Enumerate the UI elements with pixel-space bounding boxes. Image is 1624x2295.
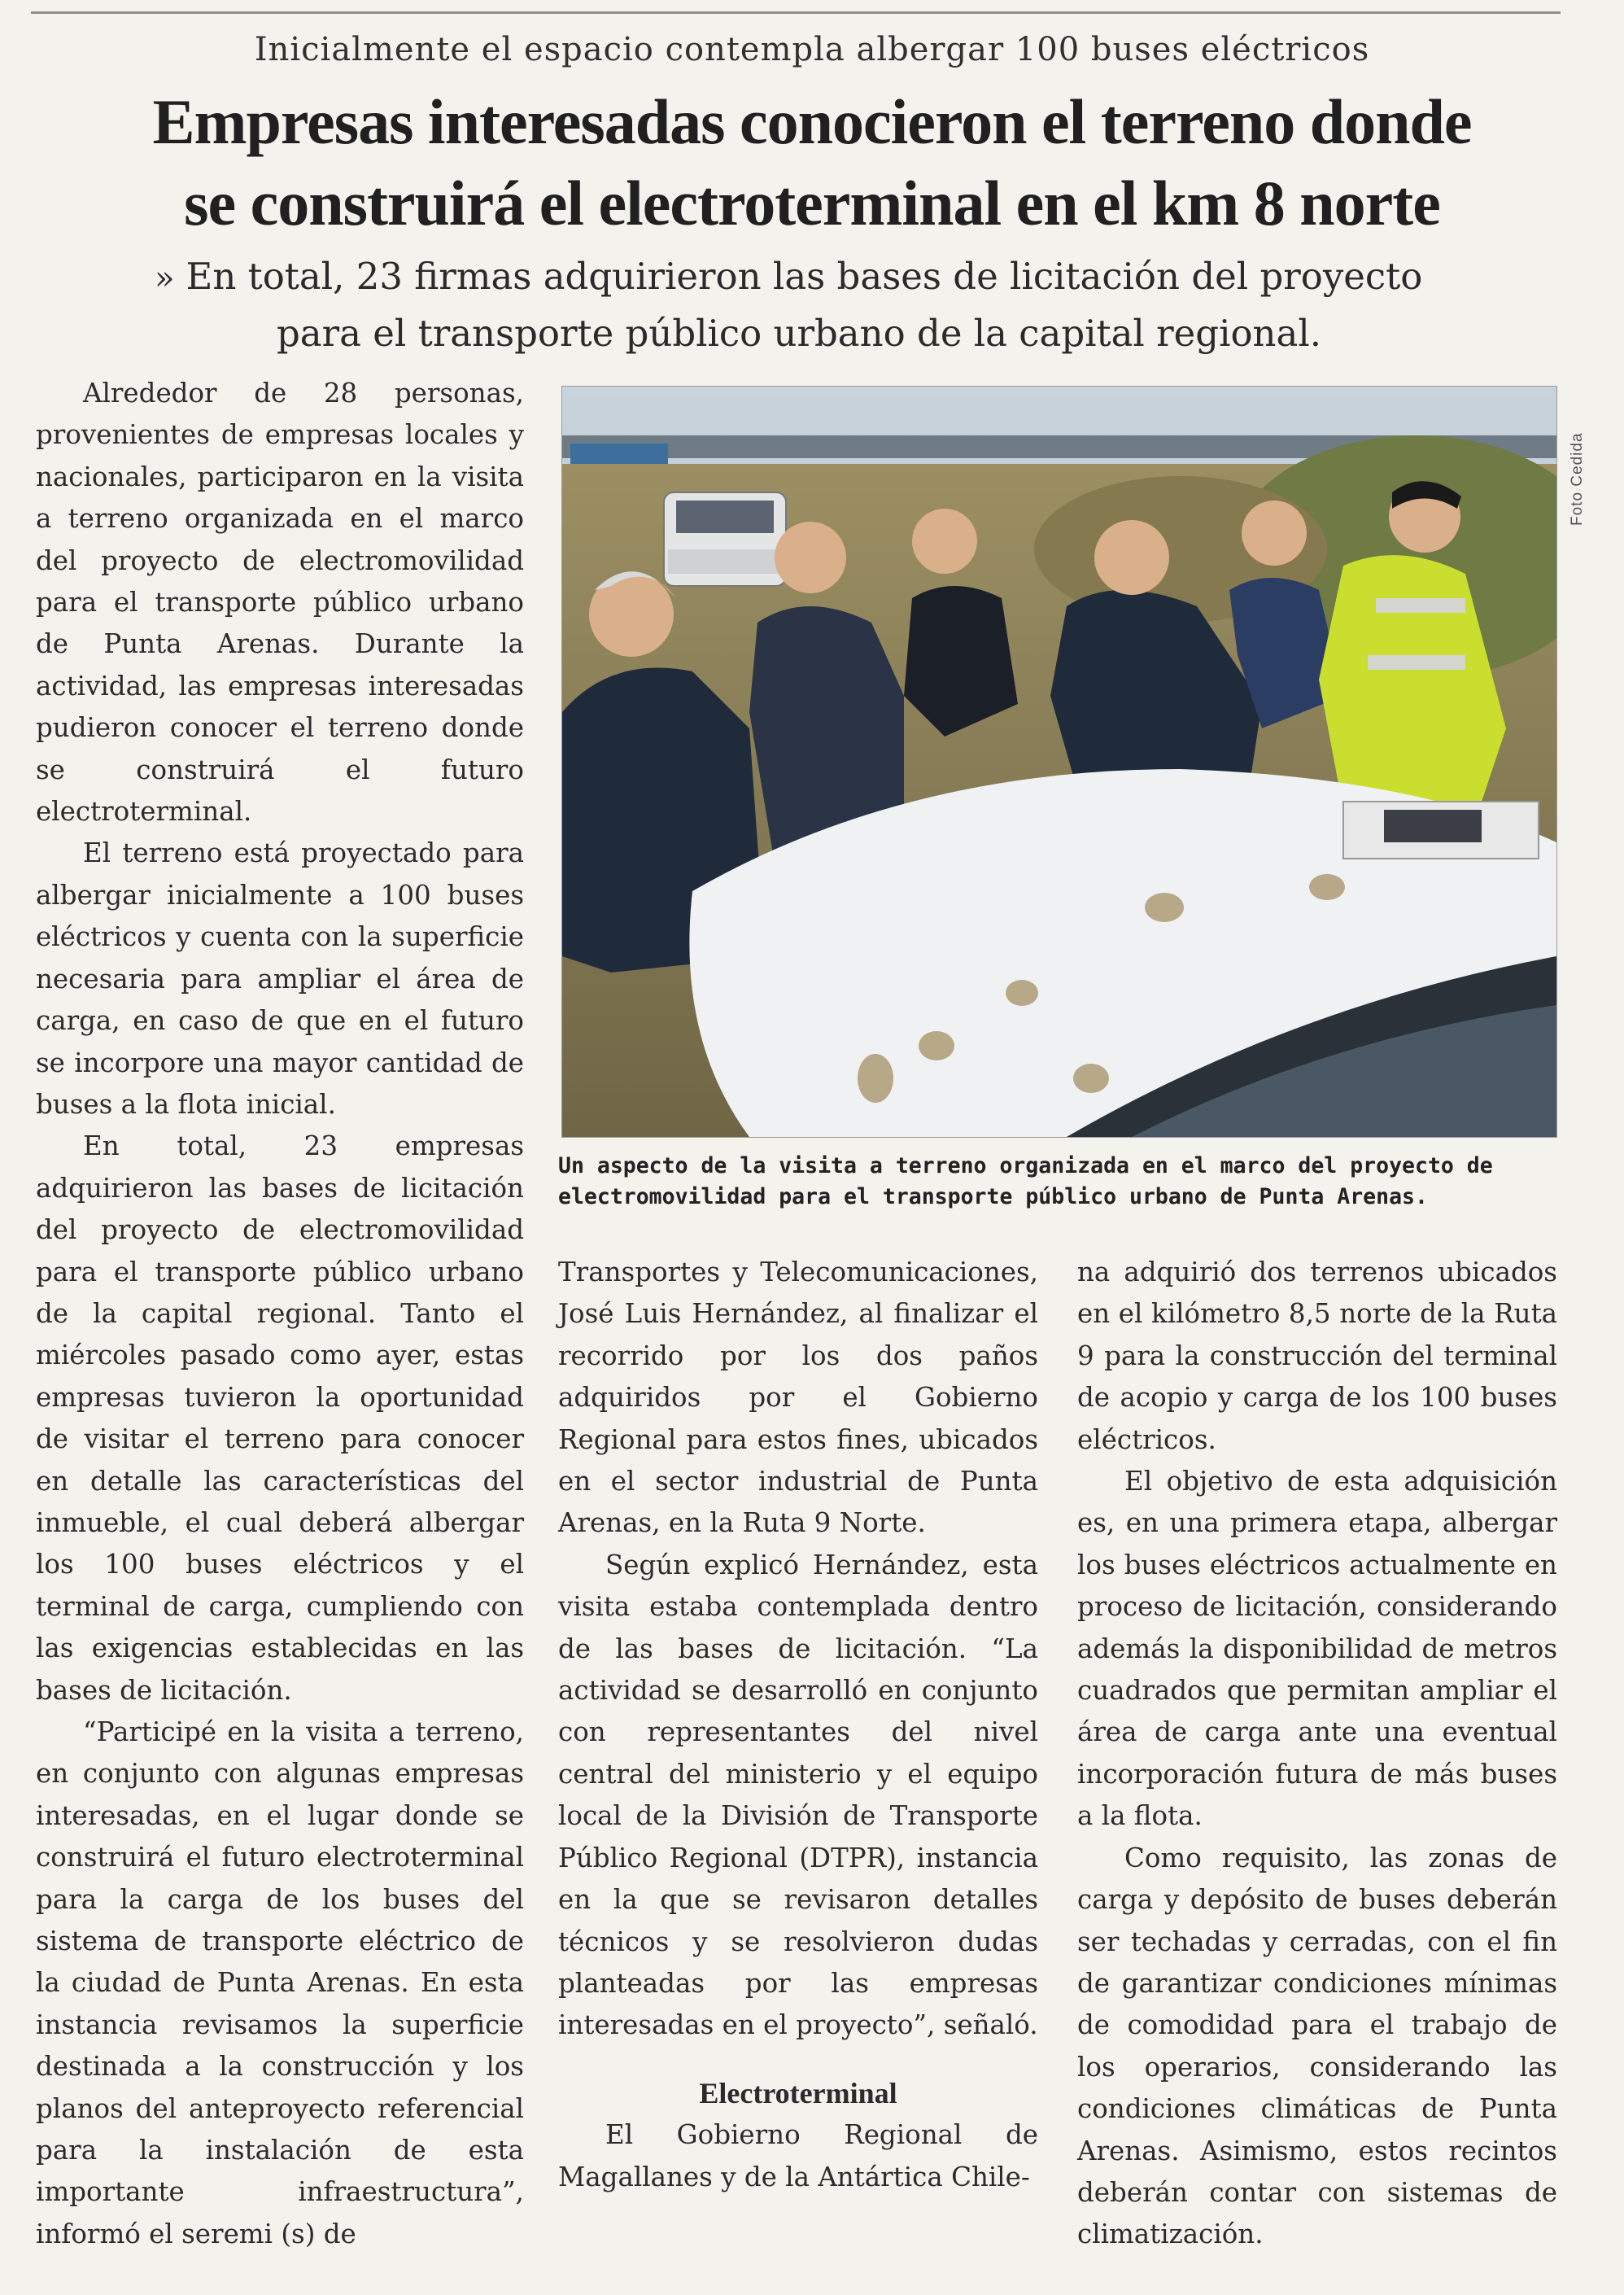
- subhead-line-2: para el transporte público urbano de la capital regional.: [277, 312, 1322, 355]
- article-subhead: [155, 249, 1505, 361]
- headline-line-1: Empresas interesadas conocieron el terreno donde: [152, 86, 1472, 157]
- photo-caption: Un aspecto de la visita a terreno organizada en el marco del proyecto de electromovilidad para el transporte público urbano de Punta Arenas.: [558, 1153, 1493, 1209]
- article-photo: [561, 386, 1557, 1138]
- subhead-line-1: En total, 23 firmas adquirieron las bases de licitación del proyecto: [186, 255, 1423, 298]
- body-column-2: [558, 1252, 1038, 2198]
- article-kicker: Inicialmente el espacio contempla albergar 100 buses eléctricos: [254, 31, 1370, 68]
- paragraph: Alrededor de 28 personas, provenientes de empresas locales y nacionales, participaron en la visita a terreno organizada en el marco del proyecto de electromovilidad para el transporte público urbano de Punta Arenas. Durante la actividad, las empresas interesadas pudieron conocer el terreno donde se construirá el futuro electroterminal.: [36, 378, 524, 828]
- top-rule: [31, 11, 1561, 14]
- photo-credit: Foto Cedida: [1569, 432, 1586, 526]
- body-column-3: [1077, 1252, 1557, 2256]
- body-column-1: [36, 373, 524, 2255]
- section-subtitle: Electroterminal: [699, 2076, 897, 2109]
- paragraph: El terreno está proyectado para albergar inicialmente a 100 buses eléctricos y cuenta con la superficie necesaria para ampliar el área de carga, en caso de que en el futuro se incorpore una mayor cantidad de buses a la flota inicial.: [36, 837, 524, 1120]
- paragraph: na adquirió dos terrenos ubicados en el kilómetro 8,5 norte de la Ruta 9 para la construcción del terminal de acopio y carga de los 100 buses eléctricos.: [1077, 1257, 1557, 1455]
- paragraph: El Gobierno Regional de Magallanes y de la Antártica Chile-: [558, 2119, 1038, 2192]
- paragraph: En total, 23 empresas adquirieron las bases de licitación del proyecto de electromovilidad para el transporte público urbano de la capital regional. Tanto el miércoles pasado como ayer, estas empresas tuvieron la oportunidad de visitar el terreno para conocer en detalle las características del inmueble, el cual deberá albergar los 100 buses eléctricos y el terminal de carga, cumpliendo con las exigencias establecidas en las bases de licitación.: [36, 1130, 524, 1706]
- paragraph: Según explicó Hernández, esta visita estaba contemplada dentro de las bases de licitación. “La actividad se desarrolló en conjunto con representantes del nivel central del ministerio y el equipo local de la División de Transporte Público Regional (DTPR), instancia en la que se revisaron detalles técnicos y se resolvieron dudas planteadas por las empresas interesadas en el proyecto”, señaló.: [558, 1549, 1038, 2041]
- paragraph: “Participé en la visita a terreno, en conjunto con algunas empresas interesadas, en el lugar donde se construirá el futuro electroterminal para la carga de los buses del sistema de transporte eléctrico de la ciudad de Punta Arenas. En esta instancia revisamos la superficie destinada a la construcción y los planos del anteproyecto referencial para la instalación de esta importante infraestructura”, informó el seremi (s) de: [36, 1716, 524, 2249]
- paragraph: Transportes y Telecomunicaciones, José Luis Hernández, al finalizar el recorrido por los dos paños adquiridos por el Gobierno Regional para estos fines, ubicados en el sector industrial de Punta Arenas, en la Ruta 9 Norte.: [558, 1257, 1038, 1539]
- article-headline: [65, 81, 1559, 244]
- site-visit-photo-illustration: [562, 387, 1556, 1137]
- double-chevron-icon: »: [155, 260, 175, 297]
- headline-line-2: se construirá el electroterminal en el km 8 norte: [184, 168, 1440, 238]
- paragraph: Como requisito, las zonas de carga y depósito de buses deberán ser techadas y cerradas, con el fin de garantizar condiciones mínimas de comodidad para el trabajo de los operarios, considerando las condiciones climáticas de Punta Arenas. Asimismo, estos recintos deberán contar con sistemas de climatización.: [1077, 1842, 1557, 2250]
- paragraph: El objetivo de esta adquisición es, en una primera etapa, albergar los buses eléctricos actualmente en proceso de licitación, considerando además la disponibilidad de metros cuadrados que permitan ampliar el área de carga ante una eventual incorporación futura de más buses a la flota.: [1077, 1466, 1557, 1832]
